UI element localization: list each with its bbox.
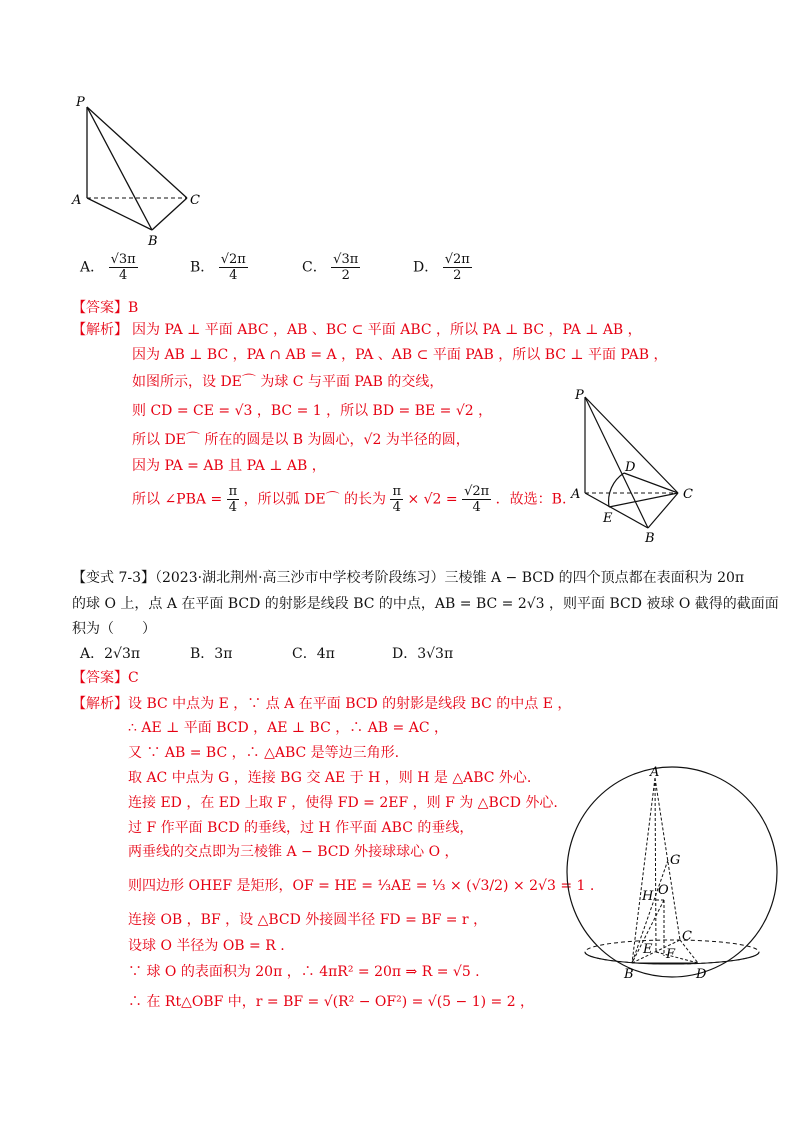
q2-line-5: 连接 ED ，在 ED 上取 F ，使得 FD = 2EF ，则 F 为 △BCD 外心. bbox=[128, 795, 558, 811]
q2-line-1: 设 BC 中点为 E ，∵ 点 A 在平面 BCD 的射影是线段 BC 的中点 E ， bbox=[128, 696, 572, 712]
q1-choice-a[interactable] bbox=[80, 252, 138, 283]
fig2-label-c: C bbox=[683, 487, 693, 502]
q1-line-4: 则 CD = CE = √3 ，BC = 1 ，所以 BD = BE = √2 ， bbox=[132, 403, 493, 419]
q1-line-3: 如图所示，设 DE⌒ 为球 C 与平面 PAB 的交线， bbox=[132, 374, 444, 390]
q2-line-8: 则四边形 OHEF 是矩形，OF = HE = ⅓AE = ⅓ × (√3/2) × 2√3 = 1 . bbox=[128, 878, 595, 894]
fig1-label-a: A bbox=[72, 193, 82, 208]
choice-fraction: $\frac{√2\pi}{2}$ bbox=[444, 252, 470, 283]
fig2-label-d: D bbox=[625, 460, 636, 475]
choice-fraction: $\frac{√2\pi}{4}$ bbox=[220, 252, 246, 283]
q2-line-9: 连接 OB ，BF ，设 △BCD 外接圆半径 FD = BF = r ， bbox=[128, 912, 488, 928]
choice-fraction: $\frac{√3\pi}{4}$ bbox=[110, 252, 136, 283]
q1-line-6: 因为 PA = AB 且 PA ⊥ AB ， bbox=[132, 458, 326, 474]
q1-line-5: 所以 DE⌒ 所在的圆是以 B 为圆心，√2 为半径的圆， bbox=[132, 432, 470, 448]
q2-line-6: 过 F 作平面 BCD 的垂线，过 H 作平面 ABC 的垂线， bbox=[128, 820, 474, 836]
fig1-label-c: C bbox=[190, 193, 200, 208]
fig3-label-h: H bbox=[642, 889, 654, 904]
q1-choice-d[interactable] bbox=[413, 252, 472, 283]
fig3-label-a: A bbox=[650, 765, 660, 780]
q2-line-3: 又 ∵ AB = BC ，∴ △ABC 是等边三角形. bbox=[128, 745, 400, 761]
fig3-label-b: B bbox=[624, 967, 634, 982]
fig3-label-g: G bbox=[670, 853, 681, 868]
q2-line-11: ∵ 球 O 的表面积为 20π ，∴ 4πR² = 20π ⇒ R = √5 . bbox=[128, 964, 480, 980]
figure-tetrahedron-pabc bbox=[60, 90, 230, 250]
q2-line-2: ∴ AE ⊥ 平面 BCD ，AE ⊥ BC ，∴ AB = AC ， bbox=[128, 720, 448, 736]
q2-title-line-1: 【变式 7-3】（2023·湖北荆州·高三沙市中学校考阶段练习）三棱锥 A − BCD 的四个顶点都在表面积为 20π bbox=[72, 570, 745, 586]
choice-fraction: $\frac{√3\pi}{2}$ bbox=[333, 252, 359, 283]
q1-answer: 【答案】B bbox=[72, 300, 139, 316]
q2-choice-d[interactable]: D．3√3π bbox=[392, 646, 454, 662]
q2-line-4: 取 AC 中点为 G ，连接 BG 交 AE 于 H ，则 H 是 △ABC 外心. bbox=[128, 770, 532, 786]
fig2-label-b: B bbox=[645, 531, 655, 545]
choice-letter: B． bbox=[190, 259, 215, 276]
q2-title-line-3: 积为（ ） bbox=[72, 621, 156, 637]
q2-answer: 【答案】C bbox=[72, 670, 139, 686]
fig3-label-c: C bbox=[682, 929, 692, 944]
choice-letter: A． bbox=[80, 259, 105, 276]
q2-line-12: ∴ 在 Rt△OBF 中，r = BF = √(R² − OF²) = √(5 − 1) = 2 ， bbox=[128, 994, 535, 1010]
choice-letter: D． bbox=[413, 259, 439, 276]
fig3-label-o: O bbox=[658, 883, 669, 898]
fig3-label-e: E bbox=[643, 942, 653, 957]
q2-line-7: 两垂线的交点即为三棱锥 A − BCD 外接球球心 O ， bbox=[128, 844, 459, 860]
choice-letter: C． bbox=[302, 259, 327, 276]
q1-line-2: 因为 AB ⊥ BC ，PA ∩ AB = A ，PA 、AB ⊂ 平面 PAB ，所以 BC ⊥ 平面 PAB ， bbox=[132, 347, 668, 363]
q2-choice-a[interactable]: A．2√3π bbox=[80, 646, 141, 662]
fig1-label-p: P bbox=[76, 95, 85, 110]
fig2-label-p: P bbox=[575, 388, 584, 403]
figure-sphere-pyramid bbox=[560, 760, 785, 990]
fig2-label-e: E bbox=[603, 511, 613, 526]
fig3-label-f: F bbox=[666, 947, 676, 962]
fig2-label-a: A bbox=[571, 487, 581, 502]
q1-analysis-label: 【解析】 bbox=[72, 322, 128, 338]
q1-choice-c[interactable] bbox=[302, 252, 360, 283]
q1-line-1: 因为 PA ⊥ 平面 ABC ，AB 、BC ⊂ 平面 ABC ，所以 PA ⊥ BC ，PA ⊥ AB ， bbox=[132, 322, 642, 338]
q2-choice-c[interactable]: C．4π bbox=[292, 646, 335, 662]
fig3-label-d: D bbox=[696, 967, 707, 982]
q2-line-10: 设球 O 半径为 OB = R . bbox=[128, 938, 285, 954]
q2-analysis-label: 【解析】 bbox=[72, 696, 128, 712]
q2-choice-b[interactable]: B．3π bbox=[190, 646, 233, 662]
q1-choice-b[interactable] bbox=[190, 252, 248, 283]
figure-tetrahedron-with-arc bbox=[565, 385, 705, 545]
q2-title-line-2: 的球 O 上，点 A 在平面 BCD 的射影是线段 BC 的中点，AB = BC = 2√3 ，则平面 BCD 被球 O 截得的截面面 bbox=[72, 596, 779, 612]
fig1-label-b: B bbox=[148, 234, 158, 249]
q1-line-7: 所以 ∠PBA = $\frac{\pi}{4}$ ，所以弧 DE⌒ 的长为 $\frac{\pi}{4}$ × √2 = $\frac{√2\pi}{4}$ ．故选：B. bbox=[132, 484, 567, 515]
